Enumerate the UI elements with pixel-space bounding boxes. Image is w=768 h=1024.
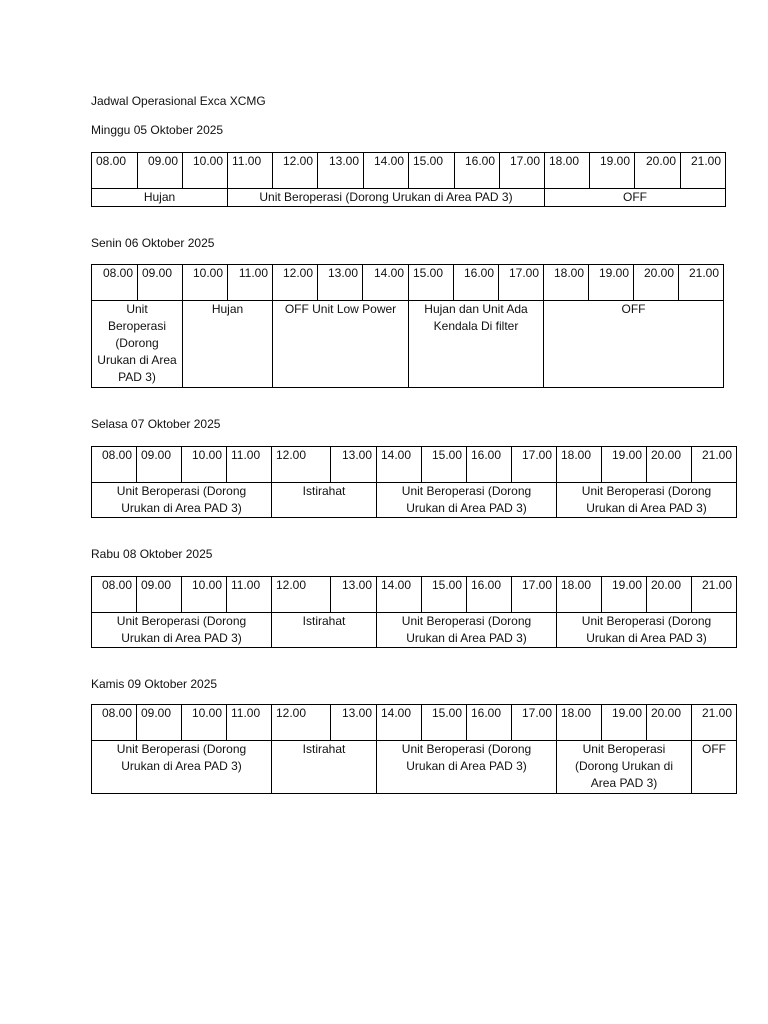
hour-cell: 21.00 [692,705,737,741]
activity-cell: Unit Beroperasi (Dorong Urukan di Area PAD 3) [92,613,272,648]
hour-cell: 17.00 [512,447,557,483]
activity-row [92,189,726,207]
hour-cell: 09.00 [137,577,182,613]
hours-row [92,447,737,483]
hours-row [92,577,737,613]
day-title: Senin 06 Oktober 2025 [91,236,215,250]
hours-row [92,153,726,189]
hour-cell: 16.00 [455,153,500,189]
activity-cell: Unit Beroperasi (Dorong Urukan di Area PAD 3) [92,483,272,518]
hours-row [92,705,737,741]
day-title: Selasa 07 Oktober 2025 [91,417,221,431]
activity-cell: Unit Beroperasi (Dorong Urukan di Area PAD 3) [228,189,545,207]
hour-cell: 21.00 [681,153,726,189]
hour-cell: 19.00 [602,705,647,741]
hour-cell: 10.00 [183,265,228,301]
hour-cell: 08.00 [92,705,137,741]
hour-cell: 18.00 [557,577,602,613]
hour-cell: 12.00 [272,577,331,613]
activity-cell: OFF [692,741,737,794]
hour-cell: 14.00 [363,265,409,301]
activity-cell: Istirahat [272,741,377,794]
schedule-table [91,576,737,648]
hour-cell: 08.00 [92,265,138,301]
activity-row [92,613,737,648]
hour-cell: 13.00 [331,705,377,741]
activity-row [92,741,737,794]
hour-cell: 11.00 [228,153,273,189]
hour-cell: 08.00 [92,577,137,613]
hour-cell: 12.00 [273,153,318,189]
hour-cell: 18.00 [544,265,589,301]
activity-cell: Unit Beroperasi (Dorong Urukan di Area PAD 3) [377,483,557,518]
hour-cell: 12.00 [273,265,318,301]
hour-cell: 17.00 [499,265,544,301]
activity-cell: Unit Beroperasi (Dorong Urukan di Area PAD 3) [92,741,272,794]
hour-cell: 16.00 [467,577,512,613]
activity-cell: Hujan dan Unit Ada Kendala Di filter [409,301,544,388]
hours-row [92,265,724,301]
hour-cell: 20.00 [635,153,681,189]
hour-cell: 15.00 [409,265,454,301]
hour-cell: 10.00 [182,447,227,483]
hour-cell: 19.00 [602,577,647,613]
hour-cell: 14.00 [377,447,422,483]
hour-cell: 21.00 [679,265,724,301]
hour-cell: 12.00 [272,705,331,741]
hour-cell: 21.00 [692,577,737,613]
document-title: Jadwal Operasional Exca XCMG [91,94,266,108]
hour-cell: 08.00 [92,153,138,189]
day-title: Kamis 09 Oktober 2025 [91,677,218,691]
hour-cell: 17.00 [512,577,557,613]
schedule-table [91,446,737,518]
hour-cell: 11.00 [228,265,273,301]
hour-cell: 18.00 [557,447,602,483]
activity-row [92,301,724,388]
schedule-table [91,704,737,794]
schedule-table [91,152,726,207]
hour-cell: 14.00 [377,705,422,741]
hour-cell: 19.00 [589,265,634,301]
activity-cell: OFF Unit Low Power [273,301,409,388]
hour-cell: 11.00 [227,705,272,741]
hour-cell: 09.00 [138,265,183,301]
hour-cell: 18.00 [557,705,602,741]
hour-cell: 20.00 [647,447,692,483]
activity-cell: Hujan [92,189,228,207]
hour-cell: 09.00 [138,153,183,189]
hour-cell: 09.00 [137,447,182,483]
hour-cell: 10.00 [183,153,228,189]
hour-cell: 19.00 [590,153,635,189]
hour-cell: 11.00 [227,577,272,613]
day-title: Rabu 08 Oktober 2025 [91,547,213,561]
day-title: Minggu 05 Oktober 2025 [91,123,224,137]
hour-cell: 16.00 [454,265,499,301]
hour-cell: 08.00 [92,447,137,483]
hour-cell: 15.00 [409,153,455,189]
hour-cell: 13.00 [331,447,377,483]
hour-cell: 10.00 [182,705,227,741]
schedule-table [91,264,724,388]
activity-cell: Unit Beroperasi (Dorong Urukan di Area PAD 3) [557,613,737,648]
activity-cell: Unit Beroperasi (Dorong Urukan di Area PAD 3) [92,301,183,388]
activity-cell: Unit Beroperasi (Dorong Urukan di Area PAD 3) [557,741,692,794]
hour-cell: 16.00 [467,447,512,483]
hour-cell: 12.00 [272,447,331,483]
hour-cell: 09.00 [137,705,182,741]
hour-cell: 20.00 [647,577,692,613]
hour-cell: 15.00 [422,577,467,613]
hour-cell: 16.00 [467,705,512,741]
activity-row [92,483,737,518]
hour-cell: 13.00 [318,265,363,301]
hour-cell: 20.00 [634,265,679,301]
hour-cell: 14.00 [364,153,409,189]
hour-cell: 18.00 [545,153,590,189]
hour-cell: 15.00 [422,705,467,741]
activity-cell: Istirahat [272,613,377,648]
activity-cell: OFF [545,189,726,207]
hour-cell: 20.00 [647,705,692,741]
hour-cell: 13.00 [318,153,364,189]
activity-cell: Unit Beroperasi (Dorong Urukan di Area PAD 3) [377,613,557,648]
hour-cell: 15.00 [422,447,467,483]
activity-cell: Unit Beroperasi (Dorong Urukan di Area PAD 3) [557,483,737,518]
hour-cell: 11.00 [227,447,272,483]
activity-cell: Unit Beroperasi (Dorong Urukan di Area PAD 3) [377,741,557,794]
hour-cell: 13.00 [331,577,377,613]
hour-cell: 10.00 [182,577,227,613]
hour-cell: 17.00 [500,153,545,189]
hour-cell: 17.00 [512,705,557,741]
hour-cell: 14.00 [377,577,422,613]
activity-cell: Hujan [183,301,273,388]
hour-cell: 21.00 [692,447,737,483]
activity-cell: OFF [544,301,724,388]
hour-cell: 19.00 [602,447,647,483]
activity-cell: Istirahat [272,483,377,518]
